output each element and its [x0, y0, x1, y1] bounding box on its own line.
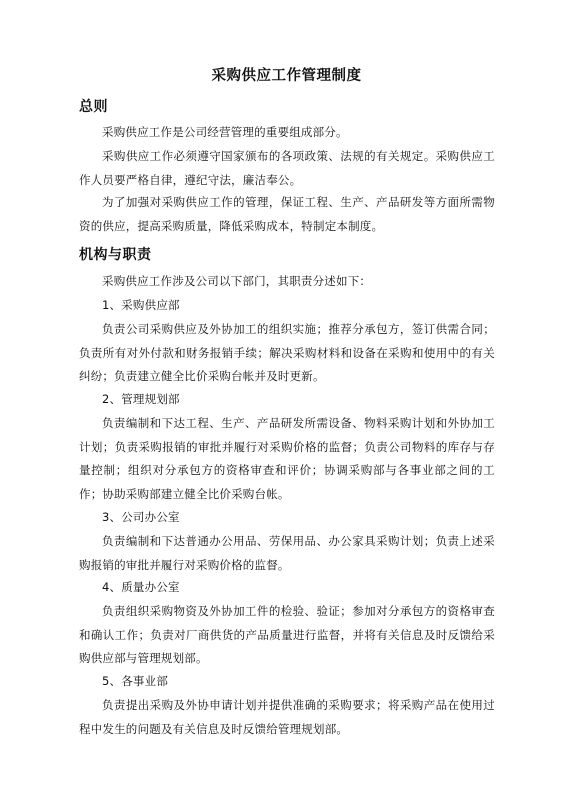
section-heading-general: 总则	[79, 99, 108, 115]
paragraph: 负责编制和下达工程、生产、产品研发所需设备、物料采购计划和外协加工计划；负责采购报销的审批并履行对采购价格的监督；负责公司物料的库存与存量控制；组织对分承包方的资格审查和评价；协调采购部与各事业部之间的工作；协助采购部建立健全比价采购台帐。	[79, 416, 495, 501]
paragraph: 负责组织采购物资及外协加工件的检验、验证；参加对分承包方的资格审查和确认工作；负责对厂商供货的产品质量进行监督，并将有关信息及时反馈给采购供应部与管理规划部。	[79, 604, 495, 665]
paragraph: 采购供应工作涉及公司以下部门，其职责分述如下：	[102, 274, 372, 288]
document-title: 采购供应工作管理制度	[211, 68, 362, 84]
subsection-title: 1、采购供应部	[102, 298, 180, 312]
paragraph: 负责提出采购及外协申请计划并提供准确的采购要求；将采购产品在使用过程中发生的问题及有关信息及时反馈给管理规划部。	[79, 698, 495, 736]
paragraph: 负责编制和下达普通办公用品、劳保用品、办公家具采购计划；负责上述采购报销的审批并履行对采购价格的监督。	[79, 534, 495, 572]
paragraph: 为了加强对采购供应工作的管理，保证工程、生产、产品研发等方面所需物资的供应，提高采购质量，降低采购成本，特制定本制度。	[79, 195, 495, 233]
subsection-title: 5、各事业部	[102, 674, 169, 688]
paragraph: 采购供应工作必须遵守国家颁布的各项政策、法规的有关规定。采购供应工作人员要严格自律，遵纪守法，廉洁奉公。	[79, 149, 495, 187]
paragraph: 负责公司采购供应及外协加工的组织实施；推荐分承包方，签订供需合同；负责所有对外付款和财务报销手续；解决采购材料和设备在采购和使用中的有关纠纷；负责建立健全比价采购台帐并及时更新。	[79, 322, 495, 383]
subsection-title: 3、公司办公室	[102, 510, 180, 524]
subsection-title: 2、管理规划部	[102, 392, 180, 406]
section-heading-organization: 机构与职责	[79, 247, 152, 263]
subsection-title: 4、质量办公室	[102, 580, 180, 594]
paragraph: 采购供应工作是公司经营管理的重要组成部分。	[102, 125, 348, 139]
